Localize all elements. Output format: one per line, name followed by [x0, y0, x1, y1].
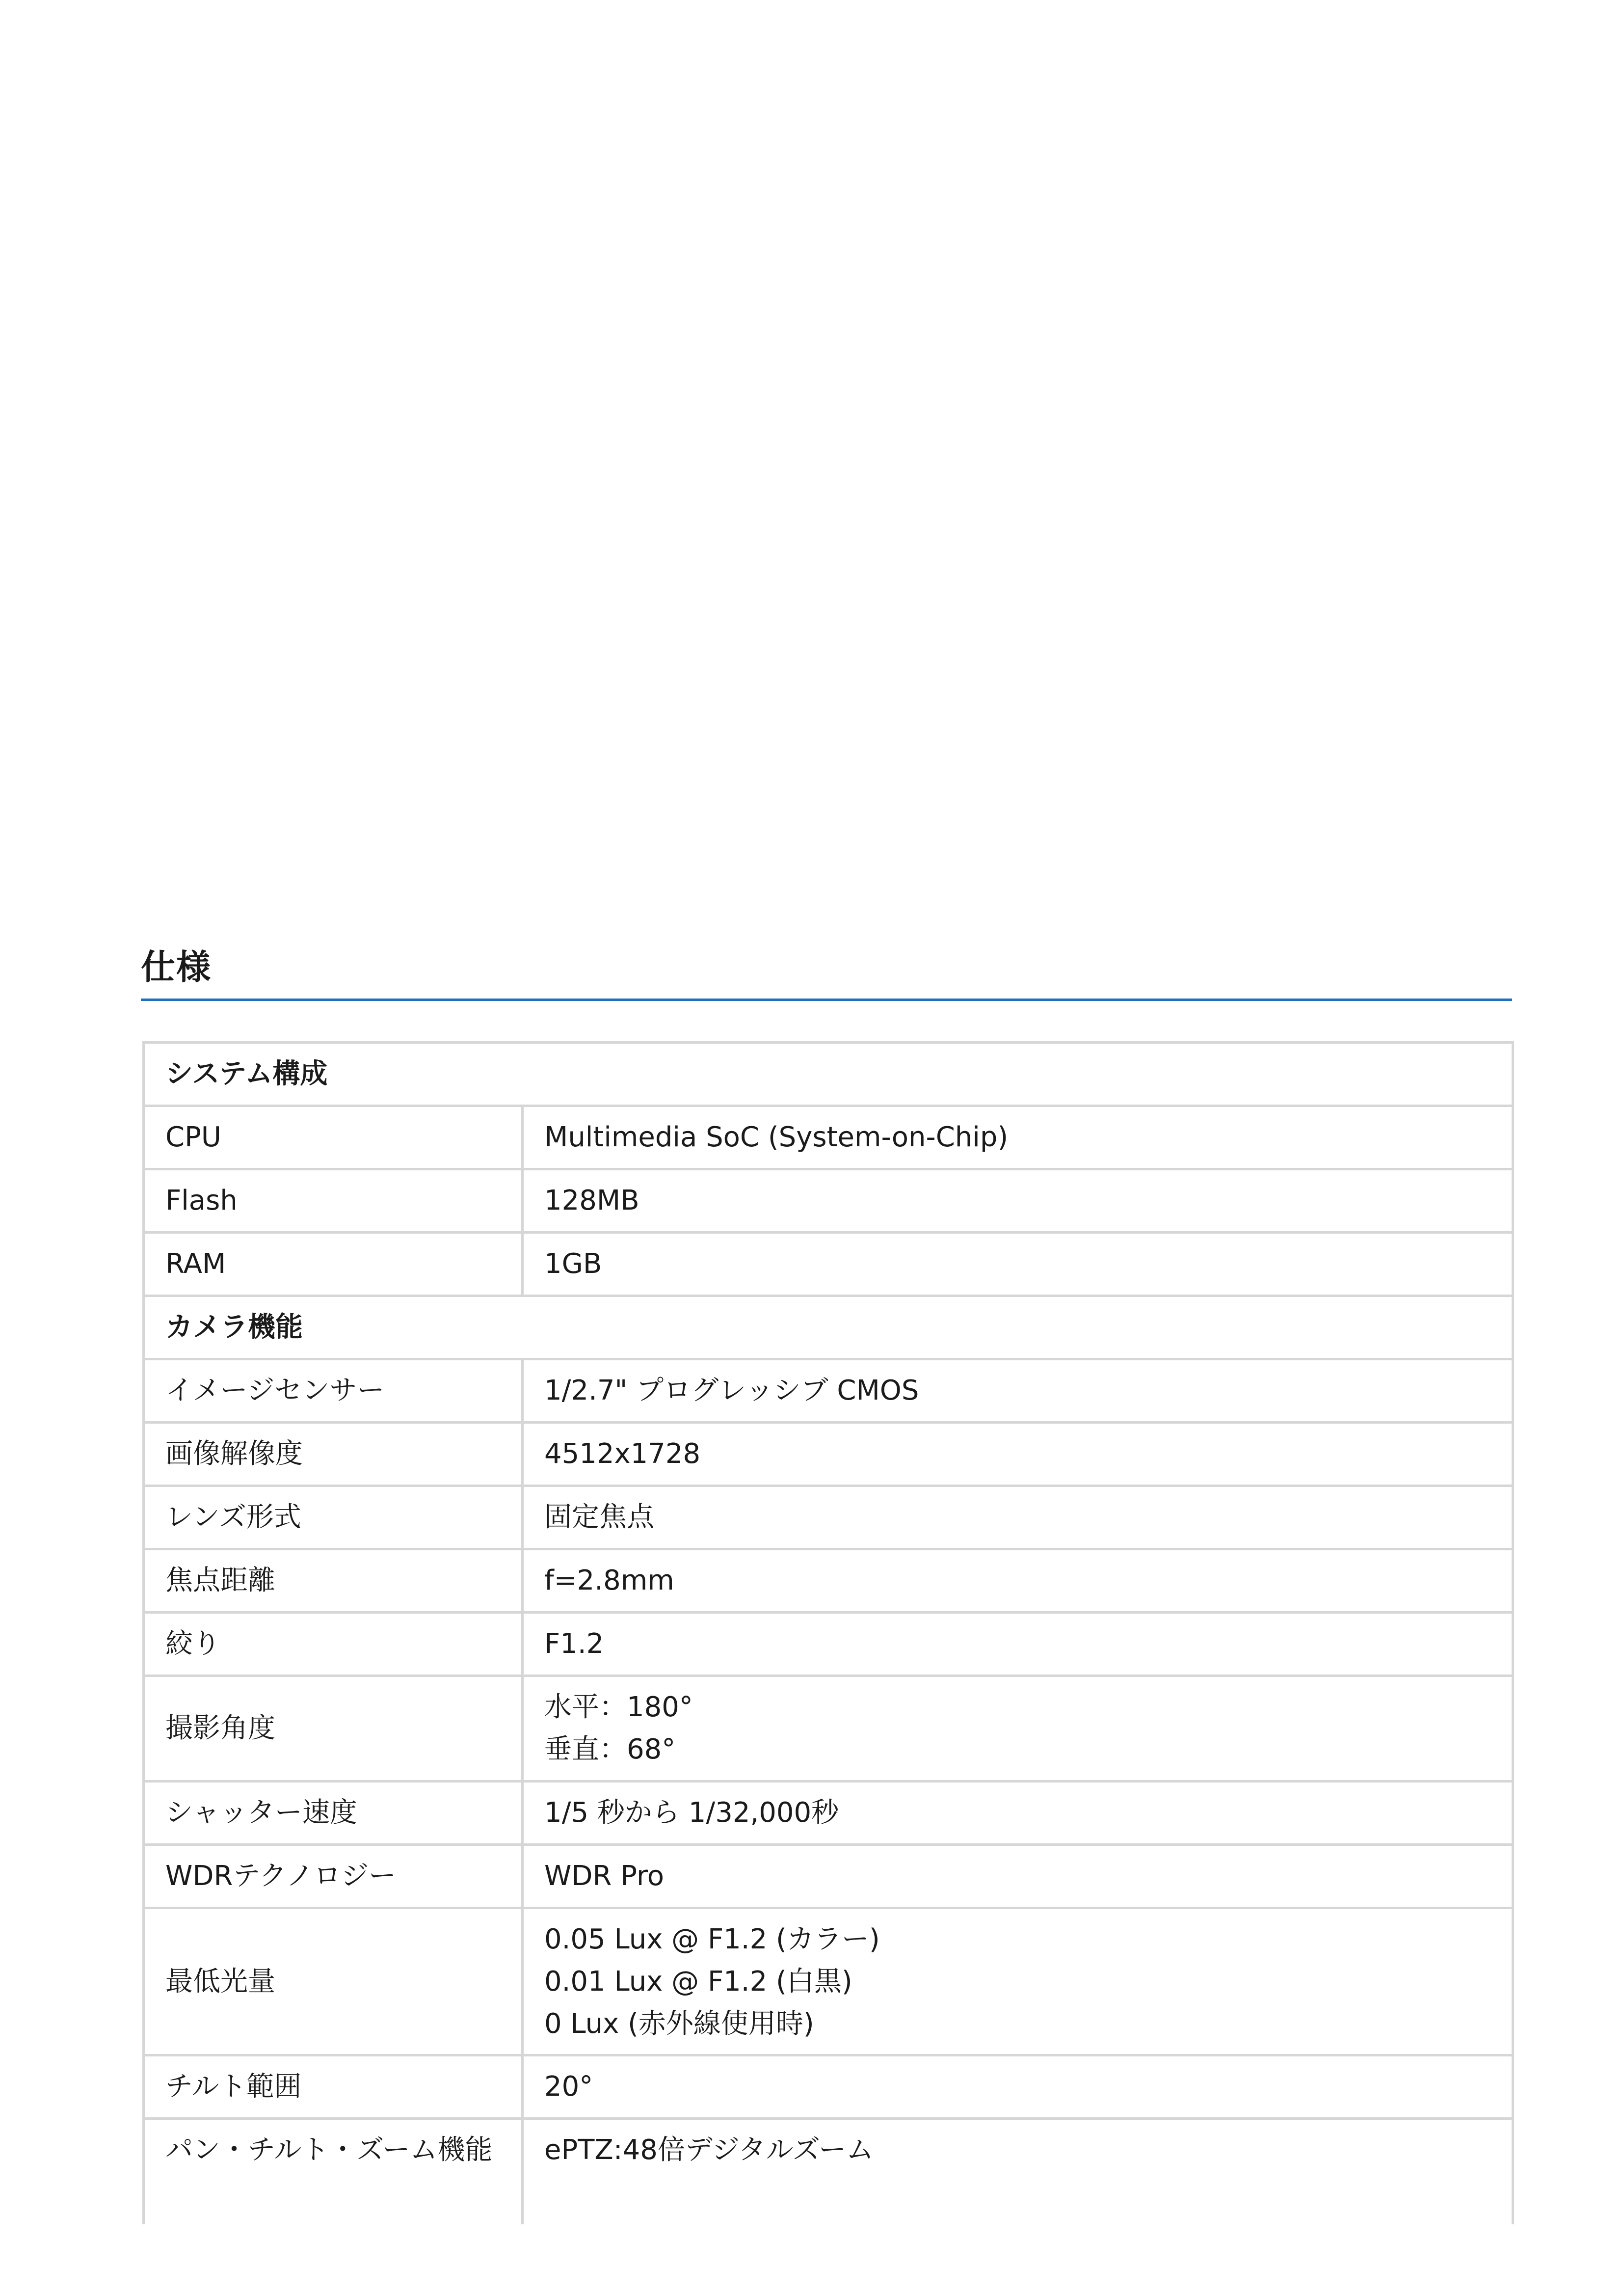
table-row	[144, 1908, 1513, 2055]
table-row	[144, 2055, 1513, 2119]
spec-label: 焦点距離	[144, 1549, 523, 1613]
spec-label: Flash	[144, 1169, 523, 1233]
table-row	[144, 1676, 1513, 1782]
spec-value-line: 0.01 Lux @ F1.2 (白黒)	[544, 1965, 852, 1998]
spec-value: 20°	[523, 2055, 1513, 2119]
spec-label: イメージセンサー	[144, 1359, 523, 1423]
spec-label: 最低光量	[144, 1908, 523, 2055]
spec-value-line: 0.05 Lux @ F1.2 (カラー)	[544, 1923, 880, 1955]
spec-label: 画像解像度	[144, 1423, 523, 1486]
spec-label: RAM	[144, 1233, 523, 1296]
section-title: カメラ機能	[144, 1296, 1513, 1359]
spec-value: 1/5 秒から 1/32,000秒	[523, 1782, 1513, 1845]
spec-label: 撮影角度	[144, 1676, 523, 1782]
spec-value: 固定焦点	[523, 1486, 1513, 1549]
spec-value: F1.2	[523, 1613, 1513, 1676]
table-row	[144, 1423, 1513, 1486]
table-row	[144, 1169, 1513, 1233]
table-row	[144, 1359, 1513, 1423]
spec-label: 絞り	[144, 1613, 523, 1676]
spec-label: チルト範囲	[144, 2055, 523, 2119]
table-row	[144, 1613, 1513, 1676]
spec-label: レンズ形式	[144, 1486, 523, 1549]
table-row	[144, 2119, 1513, 2225]
spec-value: WDR Pro	[523, 1845, 1513, 1908]
page-title: 仕様	[141, 947, 212, 987]
spec-value-line: 0 Lux (赤外線使用時)	[544, 2007, 814, 2040]
spec-label: シャッター速度	[144, 1782, 523, 1845]
spec-label: WDRテクノロジー	[144, 1845, 523, 1908]
spec-value: 1/2.7" プログレッシブ CMOS	[523, 1359, 1513, 1423]
table-row	[144, 1845, 1513, 1908]
section-header-camera	[144, 1296, 1513, 1359]
table-row	[144, 1106, 1513, 1169]
section-title: システム構成	[144, 1043, 1513, 1106]
spec-value: 128MB	[523, 1169, 1513, 1233]
spec-value-line: 水平：180°	[544, 1691, 693, 1723]
spec-label: パン・チルト・ズーム機能	[144, 2119, 523, 2225]
spec-label: CPU	[144, 1106, 523, 1169]
table-row	[144, 1549, 1513, 1613]
spec-value	[523, 1908, 1513, 2055]
table-row	[144, 1782, 1513, 1845]
spec-table	[142, 1041, 1514, 2224]
spec-value	[523, 1676, 1513, 1782]
spec-value: ePTZ:48倍デジタルズーム	[523, 2119, 1513, 2225]
spec-value: f=2.8mm	[523, 1549, 1513, 1613]
title-divider	[141, 999, 1512, 1001]
spec-value: Multimedia SoC (System-on-Chip)	[523, 1106, 1513, 1169]
table-row	[144, 1233, 1513, 1296]
spec-value-line: 垂直：68°	[544, 1733, 676, 1765]
section-header-system	[144, 1043, 1513, 1106]
spec-value: 1GB	[523, 1233, 1513, 1296]
table-row	[144, 1486, 1513, 1549]
spec-value: 4512x1728	[523, 1423, 1513, 1486]
